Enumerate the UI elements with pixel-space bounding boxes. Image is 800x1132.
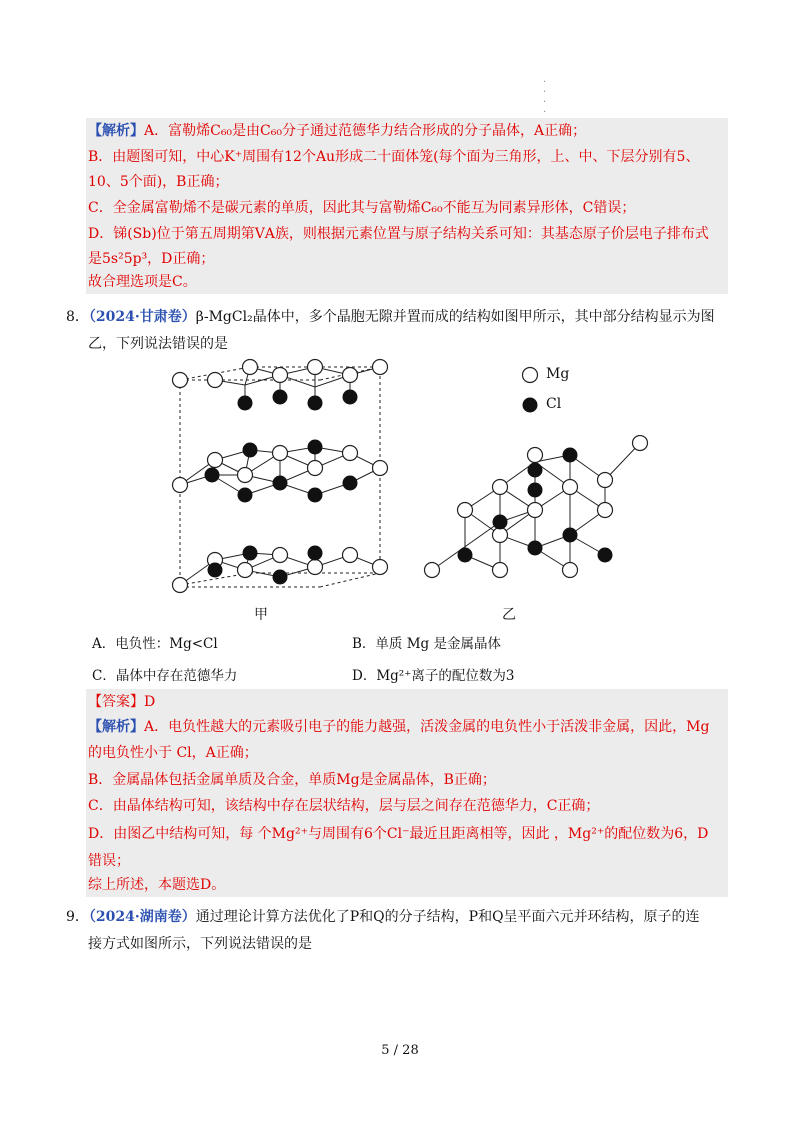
analysis-line-6: 是5s²5p³，D正确； bbox=[88, 251, 215, 267]
figure-yi-structure bbox=[420, 435, 660, 585]
option-a: A．电负性：Mg<Cl bbox=[92, 636, 218, 652]
q8-analysis-line-5: D．由图乙中结构可知，每 个Mg²⁺与周围有6个Cl⁻最近且距离相等，因此 ，Mg²⁺的配位数为6，D bbox=[88, 826, 709, 842]
q8-analysis-line-4: C．由晶体结构可知，该结构中存在层状结构，层与层之间存在范德华力，C正确； bbox=[88, 798, 600, 814]
margin-dots: · · · · bbox=[543, 77, 547, 118]
q8-analysis-line-6: 错误； bbox=[88, 853, 130, 869]
figure-jia-label: 甲 bbox=[254, 607, 268, 623]
question-source: （2024·湖南卷） bbox=[88, 909, 196, 925]
question-9-stem-2: 接方式如图所示，下列说法错误的是 bbox=[88, 936, 312, 952]
figure-yi-label: 乙 bbox=[502, 607, 516, 623]
figure-jia-crystal bbox=[160, 355, 400, 600]
analysis-line-3: 10、5个面)，B正确； bbox=[88, 174, 229, 190]
q8-analysis-line-1: 【解析】A．电负性越大的元素吸引电子的能力越强，活泼金属的电负性小于活泼非金属，因此，Mg bbox=[88, 719, 710, 735]
option-d: D．Mg²⁺离子的配位数为3 bbox=[352, 668, 515, 684]
option-c: C．晶体中存在范德华力 bbox=[92, 668, 238, 684]
q8-analysis-line-2: 的电负性小于 Cl，A正确； bbox=[88, 745, 258, 761]
answer-line: 【答案】D bbox=[88, 694, 156, 710]
page-number: 5 / 28 bbox=[381, 1043, 419, 1058]
option-b: B．单质 Mg 是金属晶体 bbox=[352, 636, 501, 652]
legend-mg: Mg bbox=[546, 366, 570, 382]
analysis-line-1: 【解析】A．富勒烯C₆₀是由C₆₀分子通过范德华力结合形成的分子晶体，A正确； bbox=[88, 123, 587, 139]
legend-cl: Cl bbox=[546, 396, 562, 412]
question-8-stem-2: 乙，下列说法错误的是 bbox=[88, 336, 228, 352]
analysis-line-4: C．全金属富勒烯不是碳元素的单质，因此其与富勒烯C₆₀不能互为同素异形体，C错误； bbox=[88, 200, 636, 216]
mg-marker bbox=[523, 368, 538, 383]
analysis-line-2: B．由题图可知，中心K⁺周围有12个Au形成二十面体笼(每个面为三角形，上、中、下层分别有5、 bbox=[88, 149, 700, 165]
q8-analysis-line-7: 综上所述，本题选D。 bbox=[88, 877, 226, 893]
analysis-tag: 【解析】 bbox=[88, 123, 144, 139]
analysis-line-5: D．锑(Sb)位于第五周期第ⅤA族，则根据元素位置与原子结构关系可知：其基态原子价层电子排布式 bbox=[88, 226, 709, 242]
cl-marker bbox=[523, 398, 538, 413]
question-9-stem: 9．（2024·湖南卷）通过理论计算方法优化了P和Q的分子结构，P和Q呈平面六元并环结构，原子的连 bbox=[66, 909, 700, 925]
legend-markers bbox=[518, 363, 542, 415]
question-source: （2024·甘肃卷） bbox=[88, 309, 196, 325]
question-8-stem: 8．（2024·甘肃卷）β-MgCl₂晶体中，多个晶胞无隙并置而成的结构如图甲所示，其中部分结构显示为图 bbox=[66, 309, 715, 325]
q8-analysis-line-3: B．金属晶体包括金属单质及合金，单质Mg是金属晶体，B正确； bbox=[88, 772, 496, 788]
analysis-line-7: 故合理选项是C。 bbox=[88, 274, 197, 290]
